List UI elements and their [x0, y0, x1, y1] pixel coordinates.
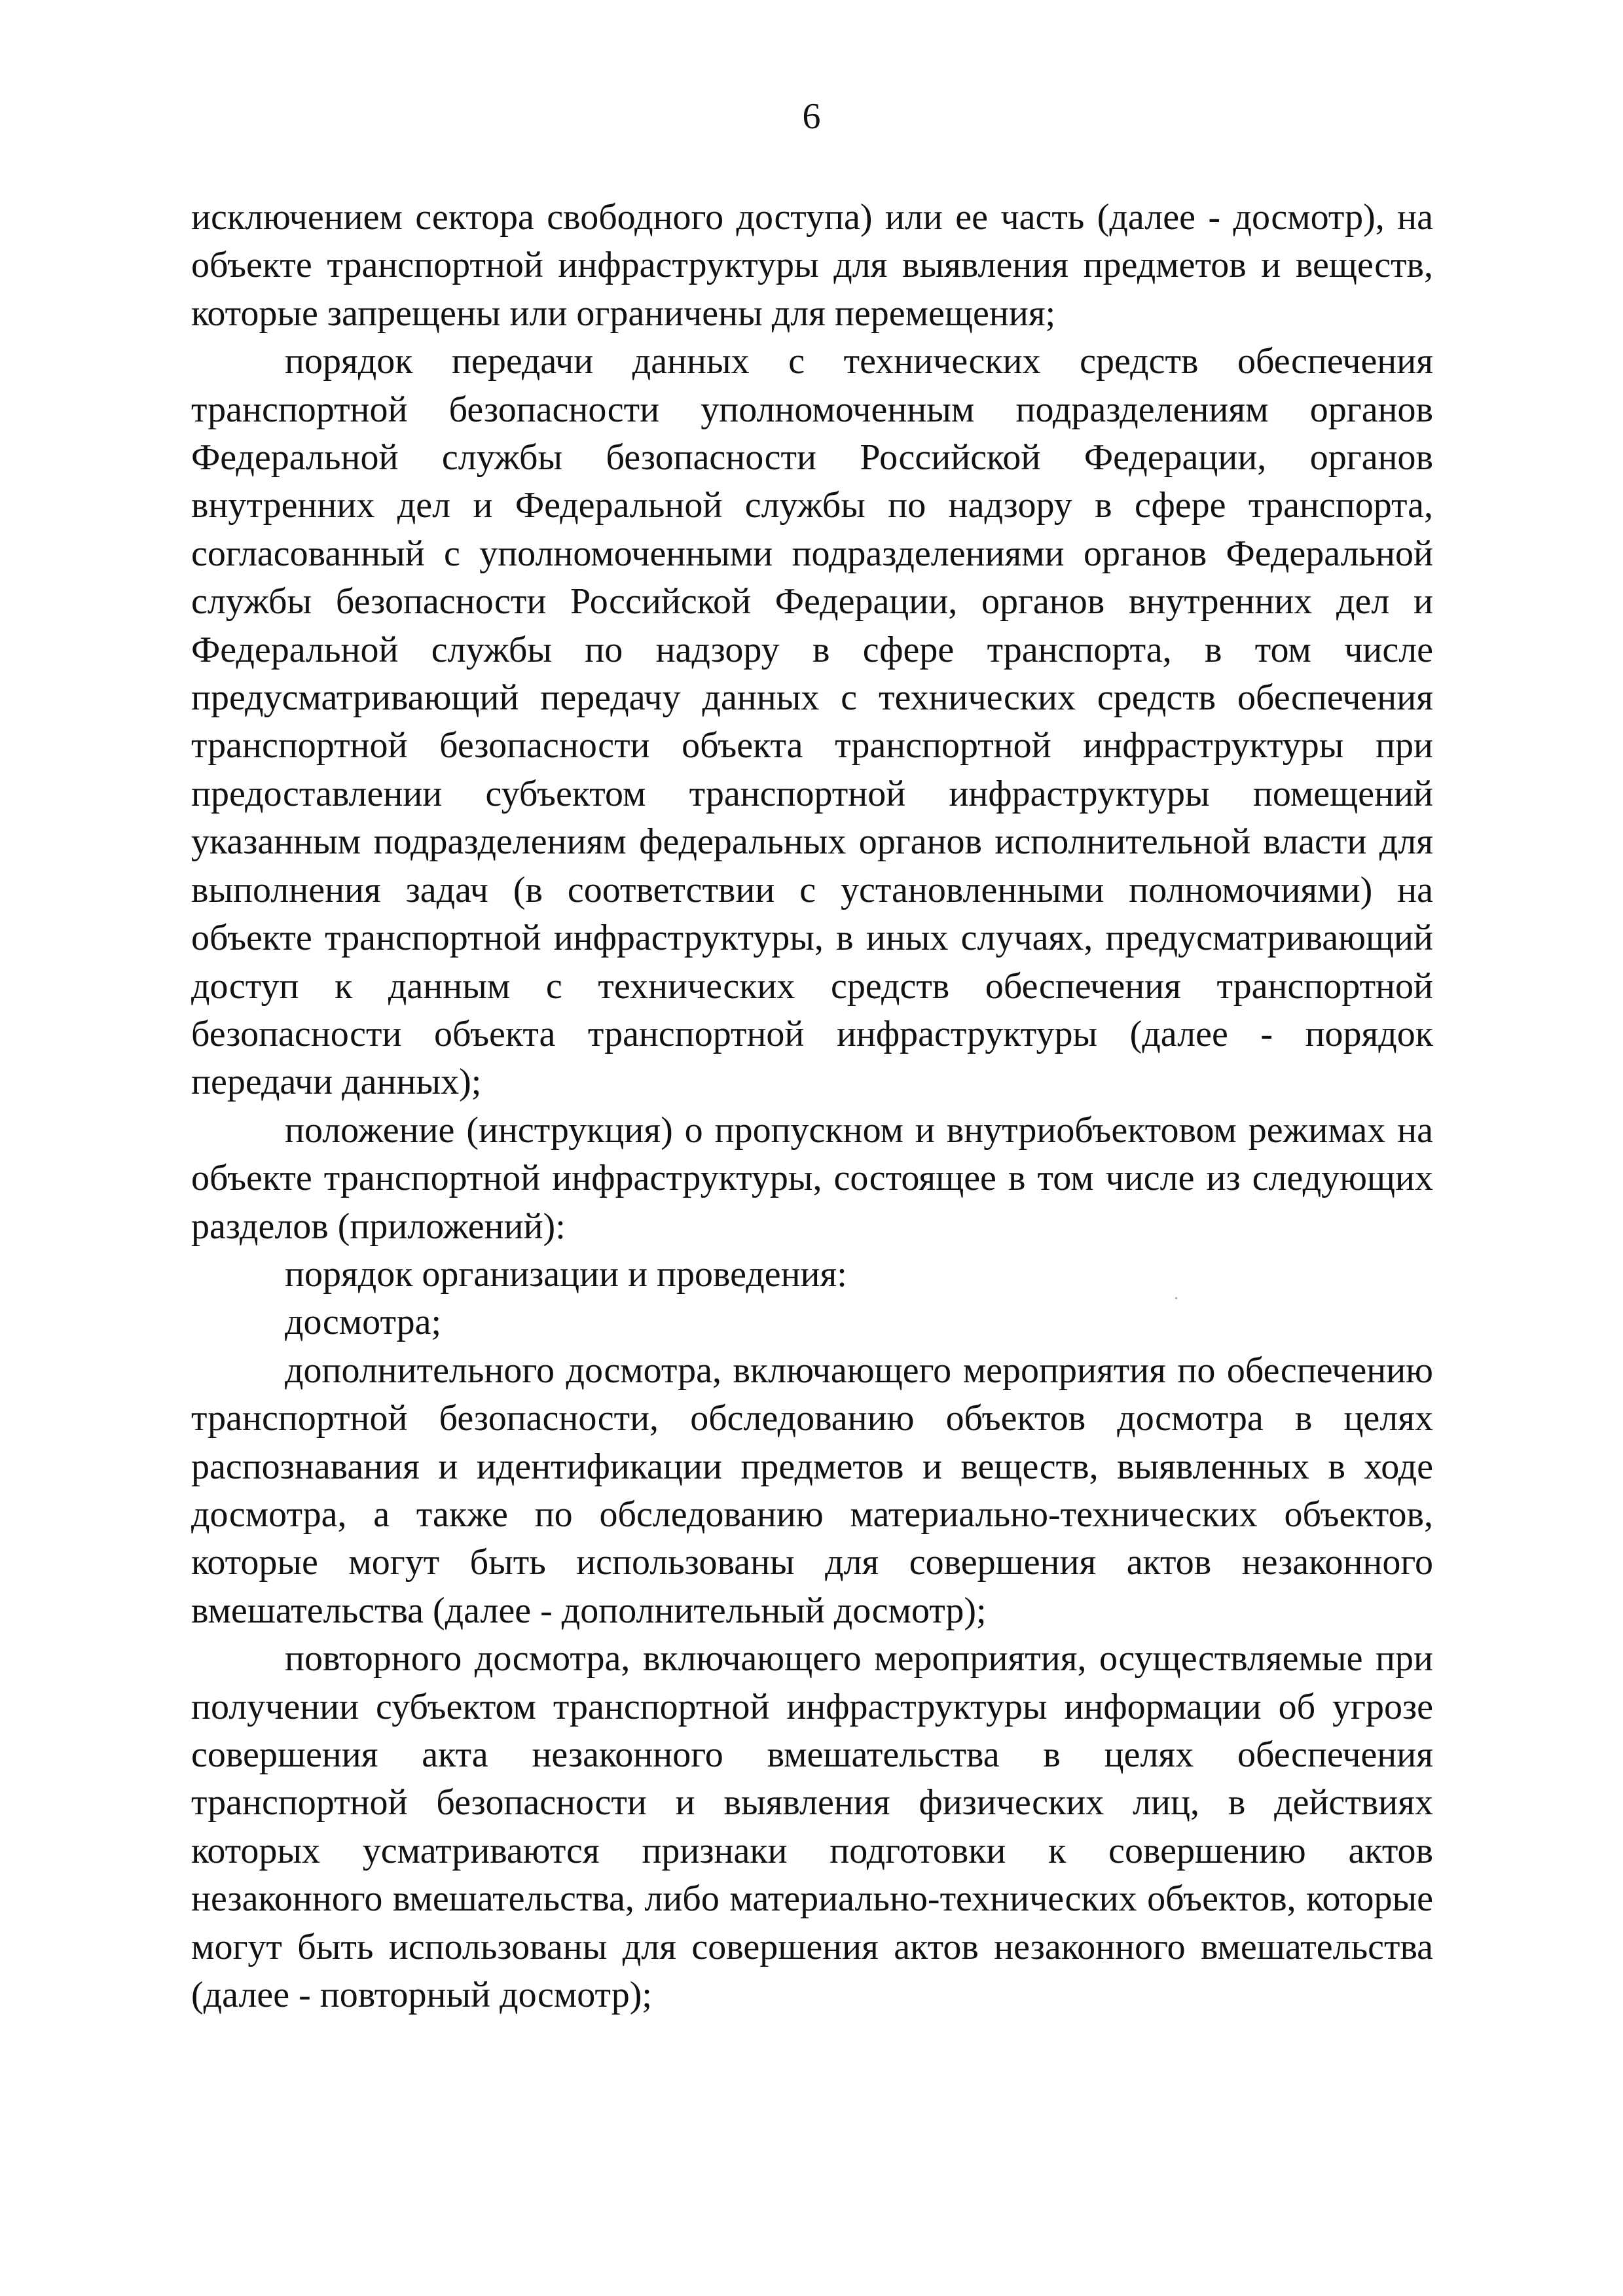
paragraph-5: досмотра;	[285, 1302, 442, 1343]
page-number: 6	[802, 96, 821, 137]
paragraph-6: дополнительного досмотра, включающего мероприятия по обеспечению транспортной безопасности, обследованию объектов досмотра в целях распознавания и идентификации предметов и веществ, выявленных в ходе досмотра, а также по обследованию материально-технических объектов, которые могут быть использованы для совершения актов незаконного вмешательства (далее - дополнительный досмотр);	[191, 1350, 1433, 1631]
paragraph-1: исключением сектора свободного доступа) или ее часть (далее - досмотр), на объекте транспортной инфраструктуры для выявления предметов и веществ, которые запрещены или ограничены для перемещения;	[191, 197, 1433, 334]
paragraph-4: порядок организации и проведения:	[285, 1253, 847, 1295]
paragraph-3: положение (инструкция) о пропускном и внутриобъектовом режимах на объекте транспортной инфраструктуры, состоящее в том числе из следующих разделов (приложений):	[191, 1109, 1433, 1247]
scan-speck	[1175, 1297, 1177, 1299]
document-body	[191, 194, 1433, 2019]
paragraph-2: порядок передачи данных с технических средств обеспечения транспортной безопасности уполномоченным подразделениям органов Федеральной службы безопасности Российской Федерации, органов внутренних дел и Федеральной службы по надзору в сфере транспорта, согласованный с уполномоченными подразделениями органов Федеральной службы безопасности Российской Федерации, органов внутренних дел и Федеральной службы по надзору в сфере транспорта, в том числе предусматривающий передачу данных с технических средств обеспечения транспортной безопасности объекта транспортной инфраструктуры при предоставлении субъектом транспортной инфраструктуры помещений указанным подразделениям федеральных органов исполнительной власти для выполнения задач (в соответствии с установленными полномочиями) на объекте транспортной инфраструктуры, в иных случаях, предусматривающий доступ к данным с технических средств обеспечения транспортной безопасности объекта транспортной инфраструктуры (далее - порядок передачи данных);	[191, 341, 1433, 1103]
paragraph-7: повторного досмотра, включающего мероприятия, осуществляемые при получении субъектом транспортной инфраструктуры информации об угрозе совершения акта незаконного вмешательства в целях обеспечения транспортной безопасности и выявления физических лиц, в действиях которых усматриваются признаки подготовки к совершению актов незаконного вмешательства, либо материально-технических объектов, которые могут быть использованы для совершения актов незаконного вмешательства (далее - повторный досмотр);	[191, 1638, 1433, 2016]
